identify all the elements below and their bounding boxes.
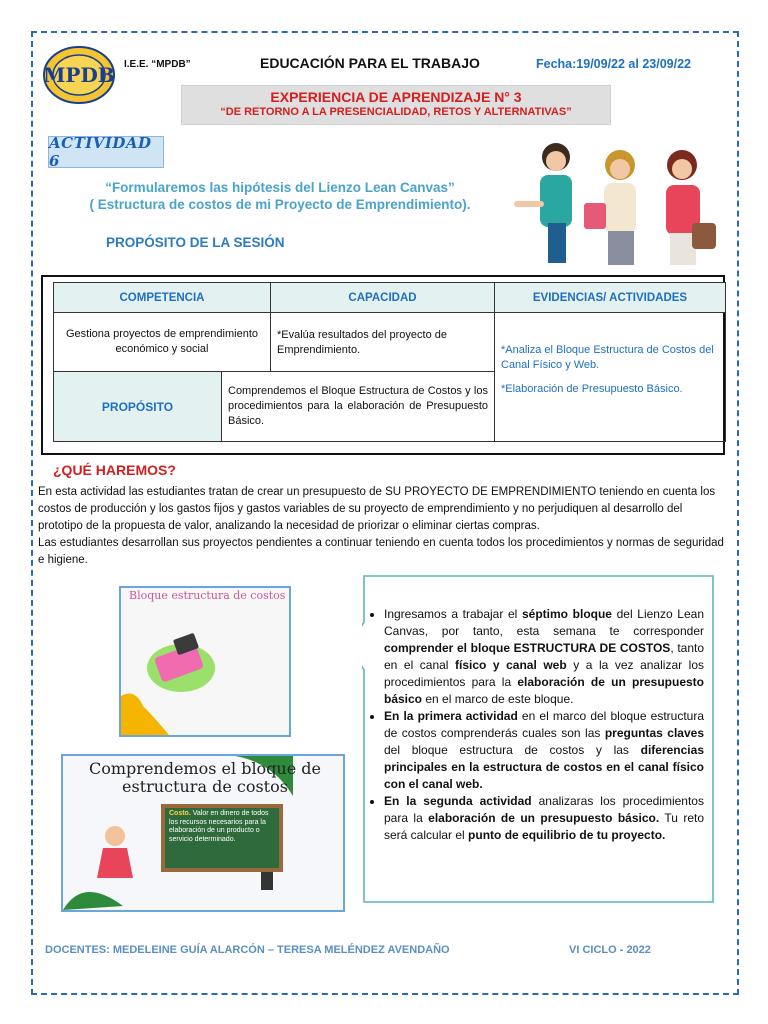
instructions-list: [372, 606, 704, 844]
que-haremos-heading: ¿QUÉ HAREMOS?: [53, 462, 176, 478]
competencia-cell: Gestiona proyectos de emprendimiento económico y social: [53, 312, 271, 372]
evidencia-item-2: *Elaboración de Presupuesto Básico.: [501, 382, 683, 395]
evidencias-cell: [494, 312, 726, 442]
header-competencia: COMPETENCIA: [53, 282, 271, 313]
session-purpose-heading: PROPÓSITO DE LA SESIÓN: [106, 235, 285, 250]
course-title: EDUCACIÓN PARA EL TRABAJO: [260, 55, 480, 71]
cost-block-image: [119, 586, 291, 737]
footer-teachers: DOCENTES: MEDELEINE GUÍA ALARCÓN – TERESA MELÉNDEZ AVENDAÑO: [45, 944, 450, 956]
footer-cycle: VI CICLO - 2022: [569, 944, 651, 956]
evidencia-item-1: *Analiza el Bloque Estructura de Costos del Canal Físico y Web.: [501, 344, 714, 371]
activity-badge-label: ACTIVIDAD 6: [49, 134, 152, 170]
understand-costs-title: Comprendemos el bloque de estructura de costos: [89, 759, 321, 796]
que-haremos-paragraph-2: Las estudiantes desarrollan sus proyectos pendientes a continuar teniendo en cuenta todos los procedimientos y normas de seguridad e higiene.: [38, 537, 724, 566]
que-haremos-text: [38, 484, 728, 569]
board-text: Valor en dinero de todos los recursos necesarios para la elaboración de un producto o servicio determinado.: [169, 810, 269, 843]
activity-quote-line2: ( Estructura de costos de mi Proyecto de Emprendimiento).: [89, 197, 471, 212]
instruction-item-1: • Ingresamos a trabajar el séptimo bloque del Lienzo Lean Canvas, por tanto, esta semana te corresponder comprender el bloque ESTRUCTURA DE COSTOS, tanto en el canal físico y canal web y a la vez analizar los procedimientos para la elaboración de un presupuesto básico en el marco de este bloque.: [384, 606, 704, 708]
proposito-label: PROPÓSITO: [53, 371, 222, 442]
school-name: I.E.E. “MPDB”: [124, 59, 191, 70]
school-logo: [43, 46, 115, 104]
board-label: Costo.: [169, 810, 191, 817]
capacidad-cell: *Evalúa resultados del proyecto de Emprendimiento.: [270, 312, 495, 372]
activity-badge: [48, 136, 164, 168]
cash-register-icon: [121, 588, 289, 735]
experience-title: EXPERIENCIA DE APRENDIZAJE N° 3: [270, 89, 522, 105]
experience-subtitle: “DE RETORNO A LA PRESENCIALIDAD, RETOS Y ALTERNATIVAS”: [220, 106, 572, 118]
instruction-item-2: • En la primera actividad en el marco del bloque estructura de costos comprenderás cuales son las preguntas claves del bloque estructura de costos y las diferencias principales en la estructura de costos en el canal físico con el canal web.: [384, 708, 704, 793]
logo-text: MPDB: [43, 63, 115, 87]
activity-quote-line1: “Formularemos las hipótesis del Lienzo Lean Canvas”: [105, 180, 455, 195]
proposito-text: Comprendemos el Bloque Estructura de Costos y los procedimientos para la elaboración de Presupuesto Básico.: [221, 371, 495, 442]
header-capacidad: CAPACIDAD: [270, 282, 495, 313]
understand-costs-image: [61, 754, 345, 912]
header-evidencias: EVIDENCIAS/ ACTIVIDADES: [494, 282, 726, 313]
instruction-item-3: • En la segunda actividad analizaras los procedimientos para la elaboración de un presupuesto básico. Tu reto será calcular el punto de equilibrio de tu proyecto.: [384, 793, 704, 844]
date-range: Fecha:19/09/22 al 23/09/22: [536, 57, 691, 71]
cost-block-title: Bloque estructura de costos: [129, 589, 286, 602]
students-illustration: [496, 135, 728, 267]
que-haremos-paragraph-1: En esta actividad las estudiantes tratan de crear un presupuesto de SU PROYECTO DE EMPRENDIMIENTO teniendo en cuenta los costos de producción y los gastos fijos y gastos variables de su proyecto de emprendimiento y no perjudiquen al desarrollo del prototipo de la propuesta de valor, analizando la necesidad de priorizar o eliminar ciertas compras.: [38, 486, 716, 532]
chalkboard: [161, 804, 283, 872]
